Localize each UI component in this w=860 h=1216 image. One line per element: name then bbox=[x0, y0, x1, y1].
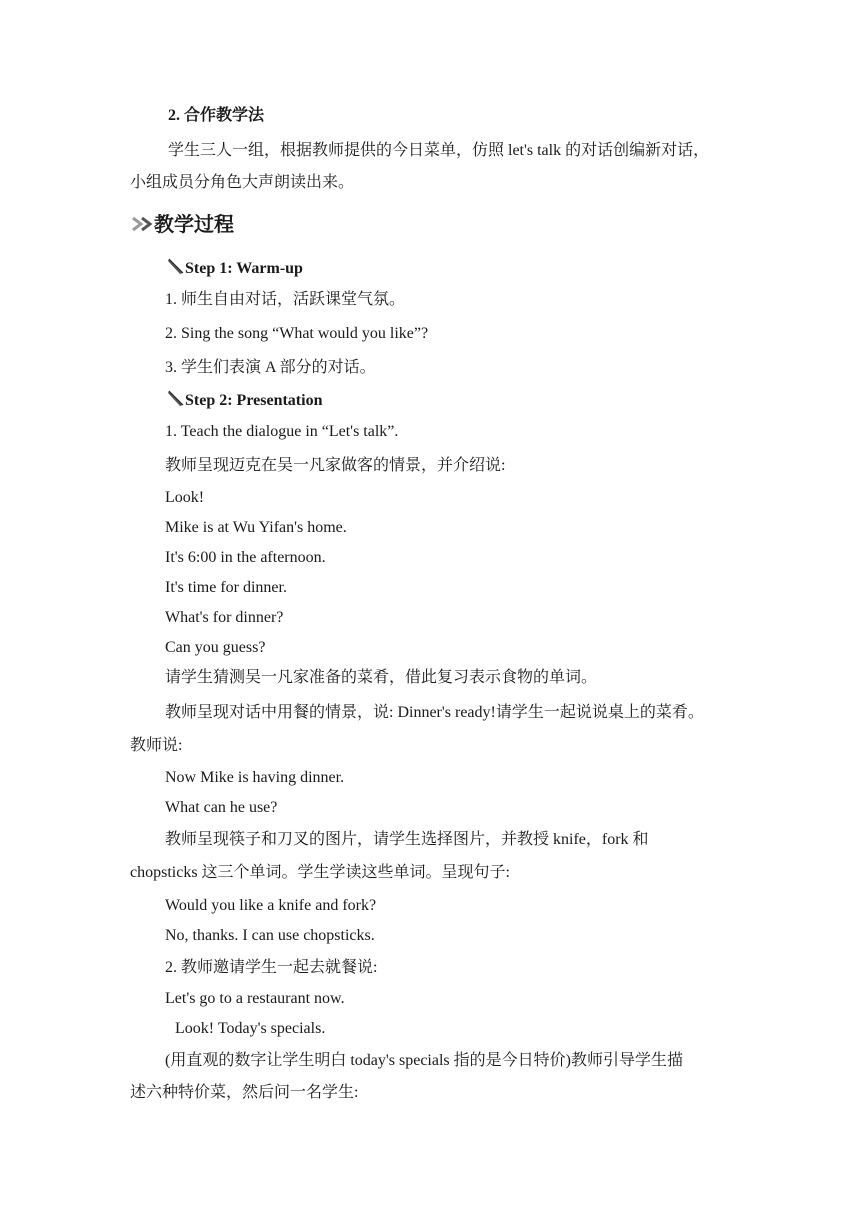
body-text: 1. Teach the dialogue in “Let's talk”. bbox=[165, 423, 399, 440]
body-text: 教师说: bbox=[130, 737, 183, 754]
body-text: Look! Today's specials. bbox=[167, 1020, 326, 1037]
body-text: 教师呈现对话中用餐的情景，说: Dinner's ready!请学生一起说说桌上的菜肴。 bbox=[165, 704, 704, 721]
pen-icon bbox=[168, 390, 185, 407]
section-title: 教学过程 bbox=[154, 212, 234, 236]
body-text: No, thanks. I can use chopsticks. bbox=[165, 927, 375, 944]
step-title: Step 2: Presentation bbox=[185, 392, 323, 409]
body-text: It's 6:00 in the afternoon. bbox=[165, 549, 326, 566]
list-item: 3. 学生们表演 A 部分的对话。 bbox=[165, 359, 376, 376]
body-text: 教师呈现迈克在吴一凡家做客的情景，并介绍说: bbox=[165, 457, 506, 474]
body-text: What can he use? bbox=[165, 799, 278, 816]
body-text: What's for dinner? bbox=[165, 609, 284, 626]
body-text: Look! bbox=[165, 489, 205, 506]
body-text: Can you guess? bbox=[165, 639, 266, 656]
list-item: 1. 师生自由对话，活跃课堂气氛。 bbox=[165, 291, 406, 308]
method-heading: 2. 合作教学法 bbox=[168, 107, 265, 124]
body-text: (用直观的数字让学生明白 today's specials 指的是今日特价)教师引导学生描 bbox=[165, 1052, 683, 1069]
body-text: It's time for dinner. bbox=[165, 579, 287, 596]
step-title: Step 1: Warm-up bbox=[185, 260, 303, 277]
body-text: Let's go to a restaurant now. bbox=[165, 990, 345, 1007]
list-item: 2. Sing the song “What would you like”? bbox=[165, 325, 429, 342]
body-text: 教师呈现筷子和刀叉的图片，请学生选择图片，并教授 knife，fork 和 bbox=[165, 831, 649, 848]
body-text: 2. 教师邀请学生一起去就餐说: bbox=[165, 959, 378, 976]
body-text: Would you like a knife and fork? bbox=[165, 897, 377, 914]
double-chevron-icon bbox=[132, 217, 154, 231]
pen-icon bbox=[168, 258, 185, 275]
body-text: 述六种特价菜，然后问一名学生: bbox=[130, 1084, 359, 1101]
body-text: Now Mike is having dinner. bbox=[165, 769, 345, 786]
method-text: 学生三人一组，根据教师提供的今日菜单，仿照 let's talk 的对话创编新对话， bbox=[168, 142, 710, 159]
body-text: chopsticks 这三个单词。学生学读这些单词。呈现句子: bbox=[130, 864, 510, 881]
body-text: Mike is at Wu Yifan's home. bbox=[165, 519, 347, 536]
method-text: 小组成员分角色大声朗读出来。 bbox=[130, 174, 355, 191]
body-text: 请学生猜测吴一凡家准备的菜肴，借此复习表示食物的单词。 bbox=[165, 669, 598, 686]
